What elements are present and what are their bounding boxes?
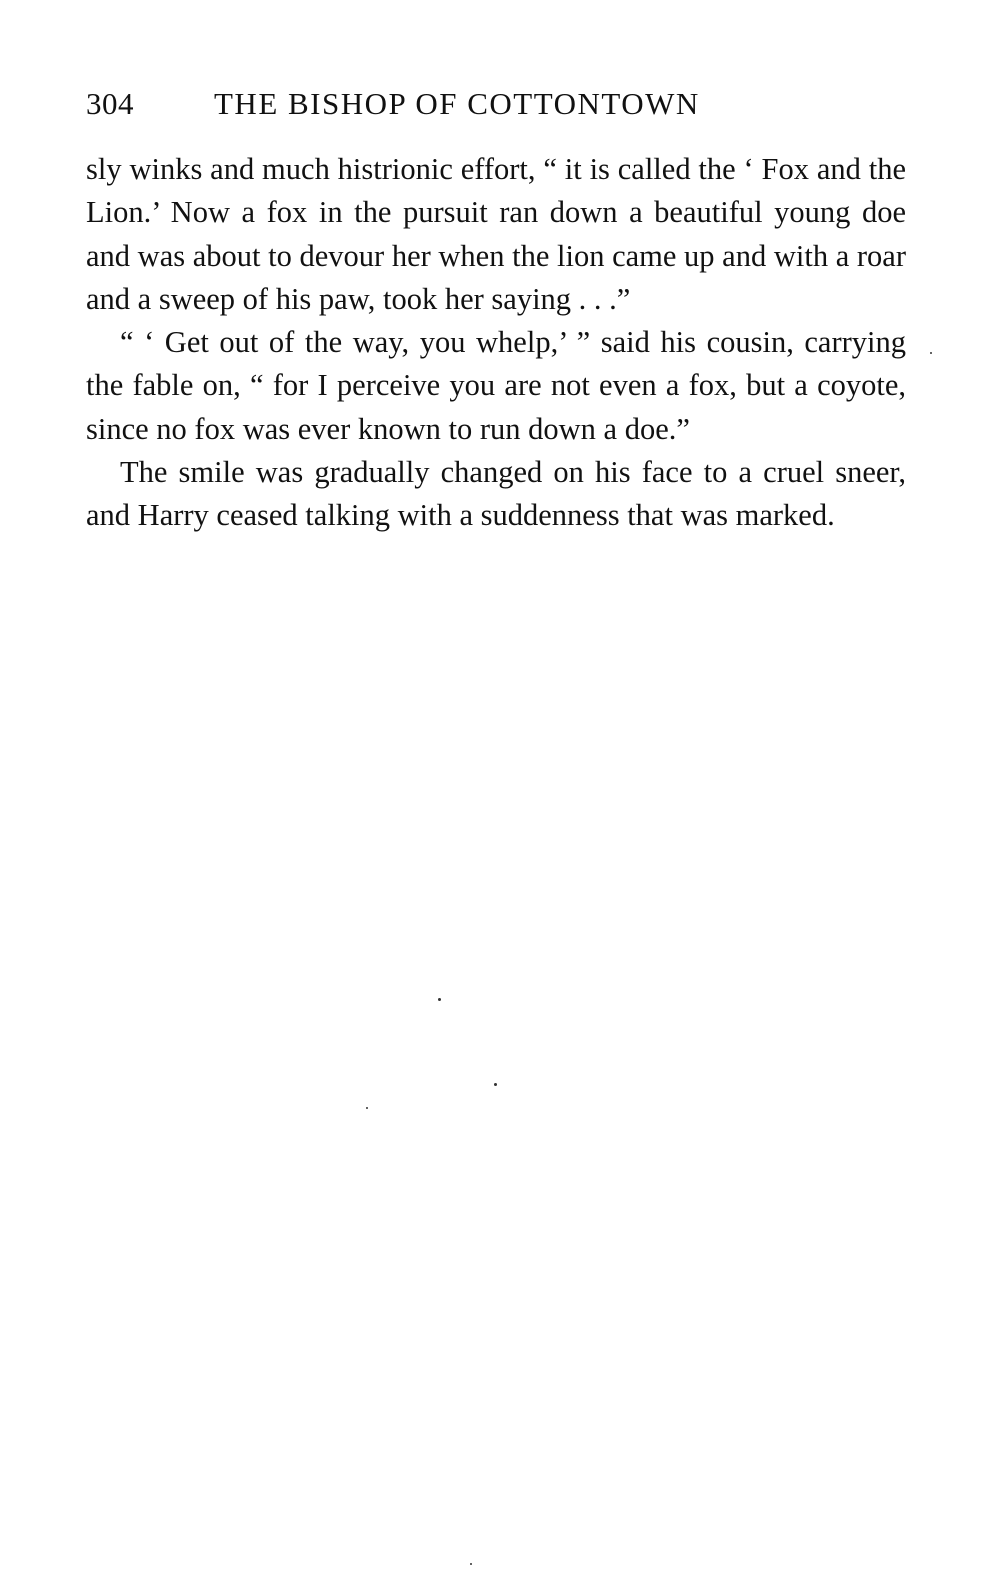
paragraph-dialogue: “ ‘ Get out of the way, you whelp,’ ” said his cousin, carrying the fable on, “ for I perceive you are not even a fox, but a coyote, since no fox was ever known to run down a doe.”	[86, 325, 906, 446]
paragraph-continued: sly winks and much histrionic effort, “ it is called the ‘ Fox and the Lion.’ Now a fox in the pursuit ran down a beautiful young doe and was about to devour her when the lion came up and with a roar and a sweep of his paw, took her saying . . .”	[86, 152, 906, 316]
page-number: 304	[86, 86, 134, 121]
scan-speck	[366, 1107, 368, 1109]
running-title: THE BISHOP OF COTTONTOWN	[214, 86, 700, 121]
body-text	[86, 148, 906, 538]
paragraph-closing: The smile was gradually changed on his face to a cruel sneer, and Harry ceased talking with a suddenness that was marked.	[86, 455, 906, 533]
scan-speck	[438, 998, 441, 1001]
scan-speck	[470, 1563, 472, 1565]
scan-speck	[494, 1083, 497, 1086]
running-head	[86, 84, 906, 124]
scan-speck	[930, 352, 932, 354]
